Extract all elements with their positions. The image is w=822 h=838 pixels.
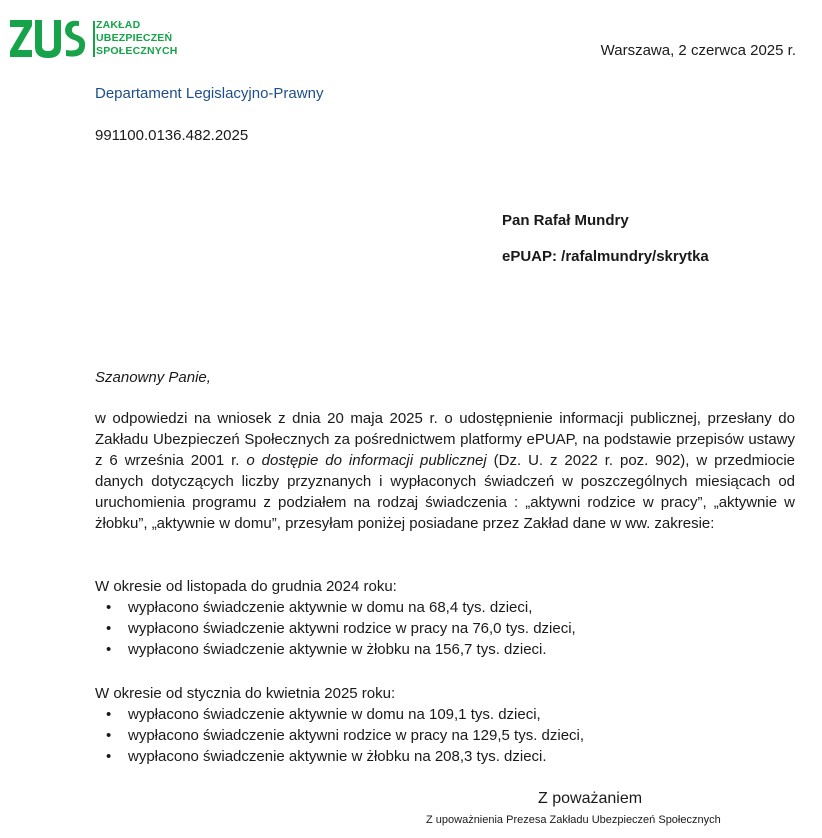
body-paragraph — [95, 408, 795, 534]
list-item: • wypłacono świadczenie aktywni rodzice w pracy na 76,0 tys. dzieci, — [128, 618, 795, 639]
closing-phrase: Z poważaniem — [538, 790, 643, 807]
list-item: • wypłacono świadczenie aktywnie w domu na 68,4 tys. dzieci, — [128, 597, 795, 618]
logo-line: SPOŁECZNYCH — [96, 45, 178, 57]
letter-date: Warszawa, 2 czerwca 2025 r. — [600, 42, 796, 59]
logo-wordmark — [96, 19, 178, 58]
recipient-name: Pan Rafał Mundry — [502, 212, 629, 229]
list-item: • wypłacono świadczenie aktywnie w domu na 109,1 tys. dzieci, — [128, 704, 795, 725]
recipient-block — [502, 212, 709, 284]
reference-number: 991100.0136.482.2025 — [95, 127, 249, 144]
department-name: Departament Legislacyjno-Prawny — [95, 85, 324, 102]
section-heading: W okresie od listopada do grudnia 2024 roku: — [95, 578, 397, 595]
bullet-list — [95, 597, 795, 660]
recipient-address: ePUAP: /rafalmundry/skrytka — [502, 248, 709, 265]
section-heading: W okresie od stycznia do kwietnia 2025 roku: — [95, 685, 396, 702]
period-section-2025 — [95, 683, 795, 767]
bullet-list — [95, 704, 795, 767]
logo-line: UBEZPIECZEŃ — [96, 32, 173, 44]
list-item: • wypłacono świadczenie aktywnie w żłobku na 208,3 tys. dzieci. — [128, 746, 795, 767]
body-text-before: w odpowiedzi na wniosek z dnia 20 maja 2025 r. o udostępnienie informacji publicznej, przesłany do Zakładu Ubezpieczeń Społecznych za pośrednictwem platformy ePUAP, na podstawie przepisów ustawy z 6 września 2001 r. — [95, 410, 795, 469]
logo-line: ZAKŁAD — [96, 19, 141, 31]
salutation: Szanowny Panie, — [95, 369, 211, 386]
list-item: • wypłacono świadczenie aktywnie w żłobku na 156,7 tys. dzieci. — [128, 639, 795, 660]
list-item: • wypłacono świadczenie aktywni rodzice w pracy na 129,5 tys. dzieci, — [128, 725, 795, 746]
body-text-italic: o dostępie do informacji publicznej — [246, 452, 487, 469]
authority-line: Z upoważnienia Prezesa Zakładu Ubezpieczeń Społecznych — [426, 814, 721, 826]
period-section-2024 — [95, 576, 795, 660]
body-text-after: (Dz. U. z 2022 r. poz. 902), w przedmiocie danych dotyczących liczby przyznanych i wypłaconych świadczeń w poszczególnych miesiącach od uruchomienia programu z podziałem na rodzaj świadczenia : „aktywni rodzice w pracy”, „aktywnie w żłobku”, „aktywnie w domu”, przesyłam poniżej posiadane przez Zakład dane w ww. zakresie: — [95, 452, 795, 532]
